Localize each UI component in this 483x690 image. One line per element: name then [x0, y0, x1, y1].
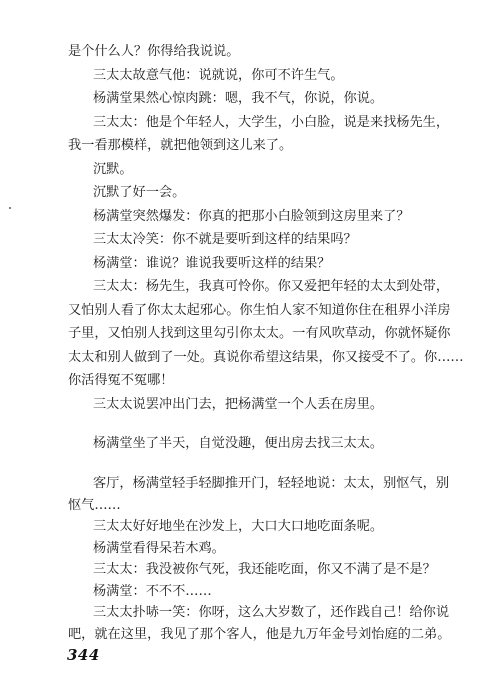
text-line-17: 杨满堂坐了半天，自觉没趣，便出房去找三太太。	[93, 436, 384, 451]
text-line-21: 杨满堂看得呆若木鸡。	[93, 541, 225, 556]
text-line-13: 子里，又怕别人找到这里勾引你太太。一有风吹草动，你就怀疑你	[68, 326, 451, 341]
text-line-5: 我一看那模样，就把他领到这儿来了。	[68, 138, 293, 153]
text-line-22: 三太太：我没被你气死，我还能吃面，你又不满了是不是？	[93, 562, 436, 577]
text-line-18: 客厅，杨满堂轻手轻脚推开门，轻轻地说：太太，别怄气，别	[93, 476, 450, 491]
text-line-2: 三太太故意气他：说就说，你可不许生气。	[93, 68, 344, 83]
text-line-16: 三太太说罢冲出门去，把杨满堂一个人丢在房里。	[93, 397, 384, 412]
text-line-24: 三太太扑哧一笑：你呀，这么大岁数了，还作践自己！给你说	[93, 605, 450, 620]
text-line-8: 杨满堂突然爆发：你真的把那小白脸领到这房里来了？	[93, 209, 410, 224]
text-line-25: 吧，就在这里，我见了那个客人，他是九万年金号刘怡庭的二弟。	[68, 627, 451, 642]
text-line-10: 杨满堂：谁说？谁说我要听这样的结果？	[93, 256, 331, 271]
text-line-12: 又怕别人看了你太太起邪心。你生怕人家不知道你住在租界小洋房	[68, 303, 451, 318]
text-line-6: 沉默。	[93, 162, 133, 177]
text-line-9: 三太太冷笑：你不就是要听到这样的结果吗？	[93, 232, 357, 247]
text-line-1: 是个什么人？你得给我说说。	[68, 44, 240, 59]
text-line-23: 杨满堂：不不不……	[93, 584, 212, 599]
scan-speck	[9, 207, 11, 209]
text-line-11: 三太太：杨先生，我真可怜你。你又爱把年轻的太太到处带，	[93, 279, 450, 294]
page-number: 344	[67, 646, 100, 664]
text-line-15: 你活得冤不冤哪！	[68, 373, 174, 388]
text-line-3: 杨满堂果然心惊肉跳：嗯，我不气，你说，你说。	[93, 91, 384, 106]
text-line-20: 三太太好好地坐在沙发上，大口大口地吃面条呢。	[93, 519, 384, 534]
text-line-4: 三太太：他是个年轻人，大学生，小白脸，说是来找杨先生，	[93, 115, 450, 130]
text-line-7: 沉默了好一会。	[93, 185, 186, 200]
text-line-14: 太太和别人做到了一处。真说你希望这结果，你又接受不了。你……	[68, 350, 464, 365]
text-line-19: 怄气……	[68, 498, 121, 513]
